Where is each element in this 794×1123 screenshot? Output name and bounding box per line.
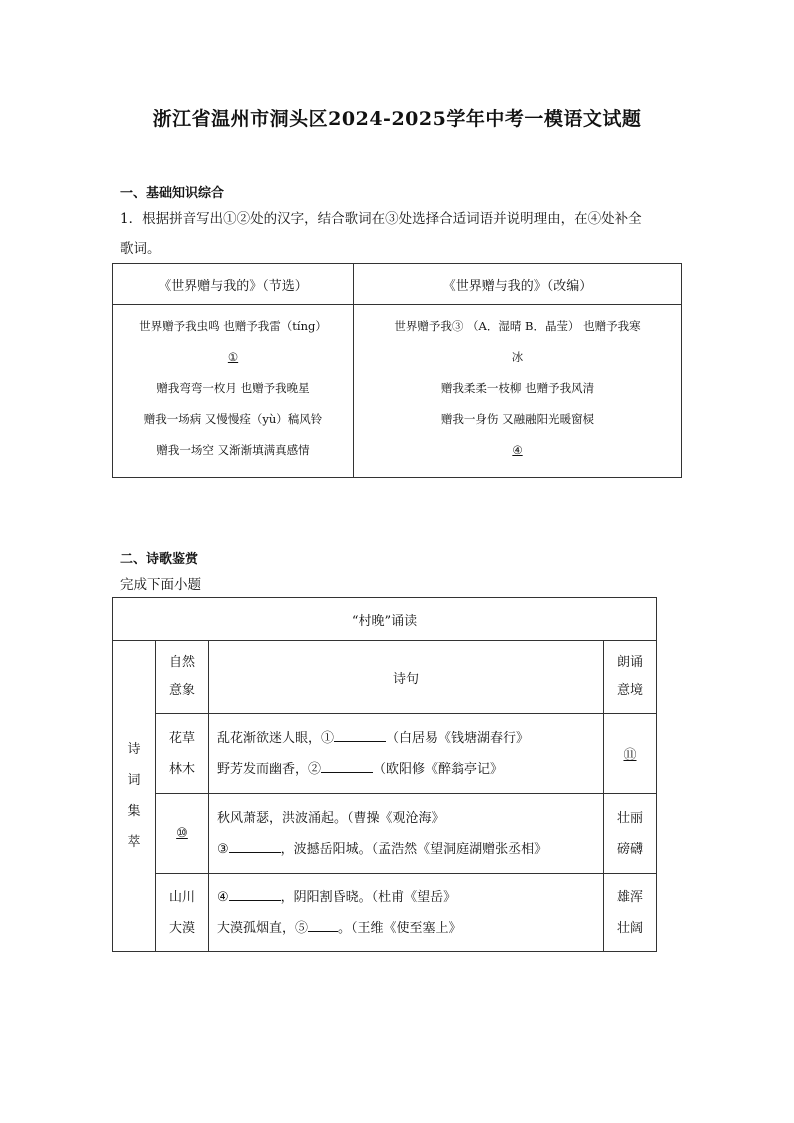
imagery-text: 花草 [168, 730, 195, 746]
imagery-cell [156, 714, 209, 794]
verse-text: 乱花渐欲迷人眼，① [217, 730, 335, 746]
side-label-char: 诗 [127, 742, 141, 757]
verse-text: ③ [217, 841, 229, 857]
imagery-text: 山川 [168, 889, 195, 905]
section-instruction: 完成下面小题 [120, 577, 201, 593]
header-text: 朗诵 [616, 655, 643, 670]
mood-cell [604, 794, 657, 874]
verse-source: （白居易《钱塘湖春行》 [386, 730, 530, 746]
mood-text: 雄浑 [616, 889, 643, 905]
imagery-blank-10: ⑩ [156, 794, 209, 874]
header-text: 自然 [168, 655, 195, 670]
verse-source: ，阴阳割昏晓。（杜甫《望岳》 [280, 889, 457, 905]
verse-cell [209, 794, 604, 874]
lyric-line: 冰 [511, 350, 524, 364]
blank-marker-1: ① [227, 350, 239, 364]
header-recitation-mood [604, 641, 657, 714]
verse-source: （欧阳修《醉翁亭记》 [373, 761, 504, 777]
mood-blank-11: ⑪ [604, 714, 657, 794]
left-column-header: 《世界赠与我的》（节选） [113, 264, 354, 305]
question-text-line-2: 歌词。 [120, 241, 161, 257]
lyric-line: 赠我一场空 又渐渐填满真感情 [156, 443, 310, 457]
verse-cell [209, 874, 604, 952]
lyric-line: 世界赠予我③ （A．湿晴 B．晶莹） 也赠予我寒 [394, 319, 641, 333]
lyrics-comparison-table [112, 263, 682, 478]
blank-marker-4: ④ [512, 443, 523, 457]
imagery-cell [156, 874, 209, 952]
table-title: “村晚”诵读 [113, 598, 657, 641]
mood-text: 壮丽 [616, 810, 643, 826]
poetry-table [112, 597, 657, 952]
lyric-line: 世界赠予我虫鸣 也赠予我雷（tíng） [139, 319, 327, 333]
imagery-text: 林木 [168, 761, 195, 777]
answer-blank[interactable] [321, 758, 373, 773]
lyric-line: 赠我弯弯一枚月 也赠予我晚星 [156, 381, 310, 395]
adapted-lyrics-cell [354, 305, 682, 478]
verse-source: 。（王维《使至塞上》 [338, 920, 462, 936]
mood-cell [604, 874, 657, 952]
header-text: 意境 [616, 683, 643, 698]
imagery-text: 大漠 [168, 920, 195, 936]
mood-text: 壮阔 [616, 920, 643, 936]
verse-cell [209, 714, 604, 794]
verse-text: ④ [217, 889, 229, 905]
header-verses: 诗句 [209, 641, 604, 714]
side-label-char: 集 [127, 804, 141, 819]
lyric-line: 赠我柔柔一枝柳 也赠予我风清 [440, 381, 595, 395]
answer-blank[interactable] [229, 886, 281, 901]
side-label-char: 萃 [127, 835, 141, 850]
section-heading-2: 二、诗歌鉴赏 [120, 552, 199, 567]
original-lyrics-cell [113, 305, 354, 478]
answer-blank[interactable] [308, 917, 338, 932]
verse-text: 野芳发而幽香，② [217, 761, 322, 777]
side-label-char: 词 [127, 773, 141, 788]
lyric-line: 赠我一场病 又慢慢痊（yù）稿风铃 [143, 412, 323, 426]
section-heading-1: 一、基础知识综合 [120, 186, 225, 201]
header-text: 意象 [168, 683, 195, 698]
verse-text: 秋风萧瑟，洪波涌起。（曹操《观沧海》 [217, 810, 445, 826]
question-text-line-1: 1．根据拼音写出①②处的汉字，结合歌词在③处选择合适词语并说明理由，在④处补全 [120, 211, 642, 227]
header-natural-imagery [156, 641, 209, 714]
right-column-header: 《世界赠与我的》（改编） [354, 264, 682, 305]
verse-source: ，波撼岳阳城。（孟浩然《望洞庭湖赠张丞相》 [280, 841, 548, 857]
side-label [113, 641, 156, 952]
page-title: 浙江省温州市洞头区2024-2025学年中考一模语文试题 [152, 108, 642, 130]
answer-blank[interactable] [334, 727, 386, 742]
lyric-line: 赠我一身伤 又融融阳光暖窗棂 [440, 412, 595, 426]
verse-text: 大漠孤烟直，⑤ [217, 920, 309, 936]
answer-blank[interactable] [229, 838, 281, 853]
mood-text: 磅礴 [616, 841, 643, 857]
